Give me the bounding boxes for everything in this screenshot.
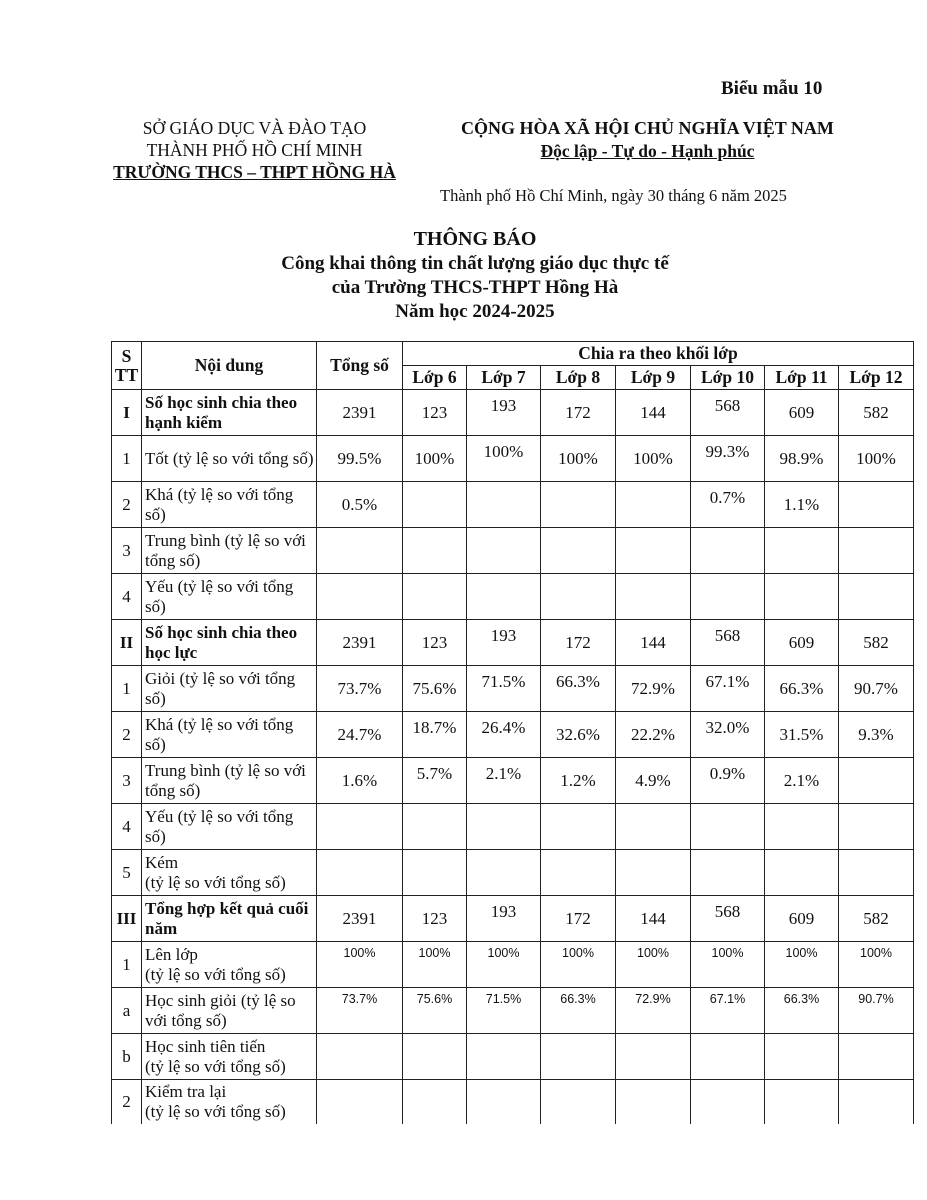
cell-value — [691, 804, 765, 850]
cell-value: 144 — [616, 896, 691, 942]
cell-value: 1.1% — [765, 482, 839, 528]
cell-value: 90.7% — [839, 988, 914, 1034]
row-content — [142, 1034, 317, 1080]
cell-value: 582 — [839, 390, 914, 436]
table-row — [112, 620, 914, 666]
row-total: 24.7% — [317, 712, 403, 758]
header-grade: Lớp 8 — [541, 366, 616, 390]
cell-value: 609 — [765, 896, 839, 942]
cell-value: 72.9% — [616, 666, 691, 712]
department-name: SỞ GIÁO DỤC VÀ ĐÀO TẠO — [142, 118, 367, 138]
cell-value: 609 — [765, 390, 839, 436]
header-stt-line1: S — [121, 345, 132, 366]
table-row — [112, 896, 914, 942]
table-row — [112, 804, 914, 850]
row-stt: 1 — [112, 666, 142, 712]
cell-value: 100% — [541, 436, 616, 482]
cell-value — [467, 804, 541, 850]
cell-value: 193 — [467, 896, 541, 942]
cell-value — [765, 850, 839, 896]
cell-value: 71.5% — [467, 988, 541, 1034]
cell-value — [403, 574, 467, 620]
row-content: Yếu (tỷ lệ so với tổng số) — [142, 574, 317, 620]
row-content-line1: Lên lớp — [145, 944, 198, 964]
city-name: THÀNH PHỐ HỒ CHÍ MINH — [146, 140, 363, 160]
cell-value: 144 — [616, 390, 691, 436]
cell-value — [467, 1080, 541, 1124]
cell-value — [765, 528, 839, 574]
cell-value: 9.3% — [839, 712, 914, 758]
cell-value: 582 — [839, 620, 914, 666]
cell-value: 67.1% — [691, 666, 765, 712]
row-total: 2391 — [317, 620, 403, 666]
cell-value: 100% — [616, 436, 691, 482]
cell-value: 100% — [616, 942, 691, 988]
row-content-line2: (tỷ lệ so với tổng số) — [145, 1101, 286, 1121]
cell-value: 90.7% — [839, 666, 914, 712]
row-stt: II — [112, 620, 142, 666]
row-total — [317, 1080, 403, 1124]
row-content: Trung bình (tỷ lệ so với tổng số) — [142, 528, 317, 574]
cell-value — [403, 528, 467, 574]
cell-value — [839, 482, 914, 528]
row-content: Trung bình (tỷ lệ so với tổng số) — [142, 758, 317, 804]
row-stt: 4 — [112, 804, 142, 850]
cell-value — [616, 574, 691, 620]
cell-value: 66.3% — [541, 988, 616, 1034]
table-row — [112, 482, 914, 528]
cell-value — [541, 804, 616, 850]
cell-value — [765, 1080, 839, 1124]
cell-value — [839, 804, 914, 850]
row-total: 99.5% — [317, 436, 403, 482]
cell-value: 100% — [691, 942, 765, 988]
quality-report-table — [111, 341, 914, 1124]
row-stt: 3 — [112, 758, 142, 804]
row-total: 100% — [317, 942, 403, 988]
row-stt: 3 — [112, 528, 142, 574]
cell-value: 172 — [541, 390, 616, 436]
nation-title: CỘNG HÒA XÃ HỘI CHỦ NGHĨA VIỆT NAM — [461, 118, 834, 138]
table-row — [112, 1034, 914, 1080]
cell-value: 100% — [467, 942, 541, 988]
row-stt: III — [112, 896, 142, 942]
table-row — [112, 1080, 914, 1124]
cell-value — [839, 1034, 914, 1080]
row-total — [317, 804, 403, 850]
cell-value — [691, 528, 765, 574]
row-stt: 2 — [112, 1080, 142, 1124]
table-row — [112, 758, 914, 804]
title-line-2: Công khai thông tin chất lượng giáo dục thực tế — [281, 253, 669, 274]
cell-value: 66.3% — [765, 666, 839, 712]
cell-value: 172 — [541, 620, 616, 666]
table-row — [112, 574, 914, 620]
cell-value: 32.0% — [691, 712, 765, 758]
row-content: Học sinh giỏi (tỷ lệ so với tổng số) — [142, 988, 317, 1034]
cell-value: 568 — [691, 896, 765, 942]
header-content: Nội dung — [142, 342, 317, 390]
cell-value — [839, 528, 914, 574]
row-stt: 1 — [112, 436, 142, 482]
cell-value: 66.3% — [765, 988, 839, 1034]
cell-value: 123 — [403, 620, 467, 666]
row-content: Khá (tỷ lệ so với tổng số) — [142, 482, 317, 528]
cell-value — [467, 528, 541, 574]
cell-value — [691, 574, 765, 620]
cell-value — [403, 1034, 467, 1080]
national-motto: Độc lập - Tự do - Hạnh phúc — [540, 141, 755, 161]
cell-value — [403, 804, 467, 850]
row-content-line1: Học sinh tiên tiến — [145, 1036, 266, 1056]
row-stt: a — [112, 988, 142, 1034]
row-content — [142, 1080, 317, 1124]
cell-value: 71.5% — [467, 666, 541, 712]
row-content — [142, 850, 317, 896]
cell-value: 0.7% — [691, 482, 765, 528]
cell-value — [403, 850, 467, 896]
cell-value — [541, 574, 616, 620]
header-total: Tổng số — [317, 342, 403, 390]
cell-value — [403, 482, 467, 528]
cell-value: 100% — [403, 436, 467, 482]
cell-value: 123 — [403, 896, 467, 942]
cell-value: 66.3% — [541, 666, 616, 712]
cell-value: 100% — [839, 436, 914, 482]
cell-value — [541, 1034, 616, 1080]
cell-value — [616, 528, 691, 574]
cell-value: 123 — [403, 390, 467, 436]
row-content-line1: Kiểm tra lại — [145, 1081, 227, 1101]
header-grade-group: Chia ra theo khối lớp — [403, 342, 914, 366]
cell-value: 568 — [691, 390, 765, 436]
cell-value: 100% — [403, 942, 467, 988]
date-line: Thành phố Hồ Chí Minh, ngày 30 tháng 6 năm 2025 — [440, 186, 787, 205]
row-content — [142, 942, 317, 988]
row-total — [317, 850, 403, 896]
cell-value — [839, 1080, 914, 1124]
document-title — [114, 227, 836, 324]
cell-value — [541, 1080, 616, 1124]
row-total: 0.5% — [317, 482, 403, 528]
header-grade: Lớp 9 — [616, 366, 691, 390]
cell-value — [467, 850, 541, 896]
row-total: 2391 — [317, 390, 403, 436]
cell-value — [403, 1080, 467, 1124]
cell-value: 1.2% — [541, 758, 616, 804]
row-content: Giỏi (tỷ lệ so với tổng số) — [142, 666, 317, 712]
row-content-line2: (tỷ lệ so với tổng số) — [145, 872, 286, 892]
cell-value: 193 — [467, 390, 541, 436]
row-total — [317, 574, 403, 620]
header-grade: Lớp 11 — [765, 366, 839, 390]
row-content-line1: Kém — [145, 852, 179, 872]
header-stt — [112, 342, 142, 390]
table-row — [112, 390, 914, 436]
cell-value: 5.7% — [403, 758, 467, 804]
cell-value — [839, 850, 914, 896]
row-content: Tốt (tỷ lệ so với tổng số) — [142, 436, 317, 482]
cell-value: 144 — [616, 620, 691, 666]
form-code: Biểu mẫu 10 — [721, 78, 823, 99]
row-stt: 5 — [112, 850, 142, 896]
row-total: 73.7% — [317, 988, 403, 1034]
school-name: TRƯỜNG THCS – THPT HỒNG HÀ — [113, 162, 396, 182]
cell-value — [765, 1034, 839, 1080]
cell-value: 98.9% — [765, 436, 839, 482]
cell-value: 609 — [765, 620, 839, 666]
row-stt: b — [112, 1034, 142, 1080]
row-content: Số học sinh chia theo hạnh kiểm — [142, 390, 317, 436]
cell-value — [467, 482, 541, 528]
cell-value: 99.3% — [691, 436, 765, 482]
header-grade: Lớp 12 — [839, 366, 914, 390]
cell-value: 172 — [541, 896, 616, 942]
title-line-1: THÔNG BÁO — [413, 228, 537, 250]
cell-value: 2.1% — [765, 758, 839, 804]
row-stt: 2 — [112, 712, 142, 758]
row-content: Tổng hợp kết quả cuối năm — [142, 896, 317, 942]
row-total: 73.7% — [317, 666, 403, 712]
row-stt: 4 — [112, 574, 142, 620]
row-content-line2: (tỷ lệ so với tổng số) — [145, 1056, 286, 1076]
title-line-4: Năm học 2024-2025 — [395, 301, 555, 322]
cell-value: 22.2% — [616, 712, 691, 758]
header-grade: Lớp 6 — [403, 366, 467, 390]
national-header — [430, 117, 865, 163]
row-stt: 1 — [112, 942, 142, 988]
cell-value — [467, 574, 541, 620]
table-row — [112, 666, 914, 712]
agency-header — [92, 117, 417, 183]
header-grade: Lớp 7 — [467, 366, 541, 390]
title-line-3: của Trường THCS-THPT Hồng Hà — [331, 277, 619, 298]
table-row — [112, 528, 914, 574]
cell-value: 100% — [467, 436, 541, 482]
cell-value — [616, 482, 691, 528]
cell-value — [691, 850, 765, 896]
row-stt: I — [112, 390, 142, 436]
row-content-line2: (tỷ lệ so với tổng số) — [145, 964, 286, 984]
cell-value — [467, 1034, 541, 1080]
cell-value — [691, 1034, 765, 1080]
row-content: Khá (tỷ lệ so với tổng số) — [142, 712, 317, 758]
cell-value: 75.6% — [403, 988, 467, 1034]
cell-value — [839, 574, 914, 620]
row-total: 1.6% — [317, 758, 403, 804]
cell-value: 582 — [839, 896, 914, 942]
cell-value — [616, 804, 691, 850]
cell-value: 75.6% — [403, 666, 467, 712]
header-stt-line2: TT — [114, 364, 139, 385]
cell-value: 18.7% — [403, 712, 467, 758]
header-grade: Lớp 10 — [691, 366, 765, 390]
cell-value — [616, 850, 691, 896]
cell-value: 0.9% — [691, 758, 765, 804]
row-total — [317, 1034, 403, 1080]
cell-value — [616, 1080, 691, 1124]
cell-value: 67.1% — [691, 988, 765, 1034]
cell-value: 72.9% — [616, 988, 691, 1034]
cell-value: 100% — [541, 942, 616, 988]
cell-value — [765, 574, 839, 620]
row-content: Yếu (tỷ lệ so với tổng số) — [142, 804, 317, 850]
cell-value: 31.5% — [765, 712, 839, 758]
table-row — [112, 942, 914, 988]
row-stt: 2 — [112, 482, 142, 528]
cell-value: 568 — [691, 620, 765, 666]
cell-value: 100% — [839, 942, 914, 988]
cell-value: 32.6% — [541, 712, 616, 758]
cell-value — [541, 482, 616, 528]
cell-value — [616, 1034, 691, 1080]
row-total — [317, 528, 403, 574]
table-row — [112, 712, 914, 758]
row-content: Số học sinh chia theo học lực — [142, 620, 317, 666]
cell-value — [541, 850, 616, 896]
table-row — [112, 436, 914, 482]
cell-value — [765, 804, 839, 850]
table-row — [112, 988, 914, 1034]
row-total: 2391 — [317, 896, 403, 942]
table-row — [112, 850, 914, 896]
cell-value: 193 — [467, 620, 541, 666]
cell-value: 4.9% — [616, 758, 691, 804]
cell-value — [691, 1080, 765, 1124]
cell-value: 2.1% — [467, 758, 541, 804]
cell-value: 100% — [765, 942, 839, 988]
cell-value: 26.4% — [467, 712, 541, 758]
cell-value — [541, 528, 616, 574]
cell-value — [839, 758, 914, 804]
